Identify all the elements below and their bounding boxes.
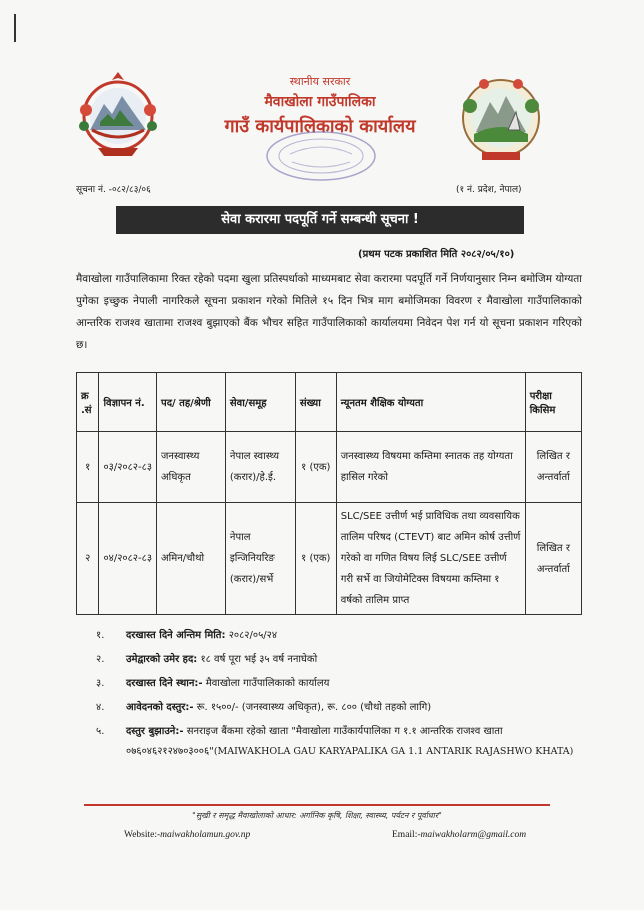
- col-header-count: संख्या: [295, 373, 336, 432]
- footer-email: [392, 830, 526, 840]
- cell-advert: ०३/२०८२-८३: [99, 432, 157, 503]
- list-item-value: १८ वर्ष पूरा भई ३५ वर्ष ननाघेको: [197, 654, 318, 665]
- list-item-label: उमेद्वारको उमेर हद:: [126, 654, 198, 665]
- notice-title-banner: सेवा करारमा पदपूर्ति गर्ने सम्बन्धी सूचना !: [116, 206, 524, 234]
- cell-sn: १: [77, 432, 99, 503]
- list-item: [96, 626, 586, 646]
- header-line-office: गाउँ कार्यपालिकाको कार्यालय: [224, 116, 416, 137]
- account-name-english: (MAIWAKHOLA GAU KARYAPALIKA GA 1.1 ANTARIK RAJASHWO KHATA): [213, 746, 574, 757]
- cell-count: १ (एक): [295, 432, 336, 503]
- list-item-value: मैवाखोला गाउँपालिकाको कार्यालय: [202, 678, 330, 689]
- list-item-number: ३.: [96, 678, 105, 689]
- cell-post: अमिन/चौथो: [157, 503, 226, 615]
- table-header-row: [77, 373, 582, 432]
- col-header-exam: परीक्षा किसिम: [525, 373, 581, 432]
- header-line-local-government: स्थानीय सरकार: [289, 75, 351, 88]
- footer-website: [124, 830, 250, 840]
- table-row: [77, 432, 582, 503]
- list-item-label: दरखास्त दिने अन्तिम मिति:: [126, 630, 226, 641]
- cell-sn: २: [77, 503, 99, 615]
- list-item-number: ५.: [96, 726, 105, 737]
- list-item: [96, 650, 586, 670]
- list-item-value: सनराइज बैंकमा रहेको खाता "मैवाखोला गाउँकार्यपालिका ग १.१ आन्तरिक राजश्व खाता ०७६०४६२१२४७०३००६": [126, 726, 503, 757]
- header-line-municipality: मैवाखोला गाउँपालिका: [264, 94, 376, 110]
- list-item-number: २.: [96, 654, 105, 665]
- col-header-qualification: न्यूनतम शैक्षिक योग्यता: [336, 373, 525, 432]
- cell-qualification: SLC/SEE उत्तीर्ण भई प्राविधिक तथा व्यवसायिक तालिम परिषद (CTEVT) बाट अमिन कोर्ष उत्तीर्ण गरेको वा गणित विषय लिई SLC/SEE उत्तीर्ण गरी सर्भे वा जियोमेटिक्स विषयमा कम्तिमा १ वर्षको तालिम प्राप्त: [336, 503, 525, 615]
- office-stamp-icon: [262, 128, 380, 184]
- list-item: [96, 674, 586, 694]
- cell-qualification: जनस्वास्थ्य विषयमा कम्तिमा स्नातक तह योग्यता हासिल गरेको: [336, 432, 525, 503]
- col-header-service: सेवा/समूह: [225, 373, 295, 432]
- margin-mark: [14, 14, 16, 42]
- website-link[interactable]: maiwakholamun.gov.np: [160, 830, 251, 840]
- cell-post: जनस्वास्थ्य अधिकृत: [157, 432, 226, 503]
- email-label: Email:-: [392, 830, 421, 840]
- province-label: (१ नं. प्रदेश, नेपाल): [456, 185, 522, 195]
- list-item: [96, 722, 586, 762]
- list-item-number: ४.: [96, 702, 105, 713]
- list-item-value: २०८२/०५/२४: [225, 630, 278, 641]
- col-header-post: पद/ तह/श्रेणी: [157, 373, 226, 432]
- list-item-number: १.: [96, 630, 105, 641]
- cell-service: नेपाल इन्जिनियरिङ (करार)/सर्भे: [225, 503, 295, 615]
- cell-service: नेपाल स्वास्थ्य (करार)/हे.ई.: [225, 432, 295, 503]
- cell-exam: लिखित र अन्तर्वार्ता: [525, 432, 581, 503]
- cell-advert: ०४/२०८२-८३: [99, 503, 157, 615]
- notice-number: सूचना नं. -०८२/८३/०६: [76, 185, 151, 195]
- list-item-label: दरखास्त दिने स्थान:-: [126, 678, 203, 689]
- col-header-sn: क्र .सं: [77, 373, 99, 432]
- footer-divider: [84, 804, 550, 806]
- table-row: [77, 503, 582, 615]
- footer-slogan: "सुखी र समृद्ध मैवाखोलाको आधार: अर्गानिक कृषि, शिक्षा, स्वास्थ्य, पर्यटन र पूर्वाधार": [192, 811, 442, 820]
- cell-exam: लिखित र अन्तर्वार्ता: [525, 503, 581, 615]
- nepal-emblem-icon: [70, 70, 166, 160]
- list-item-label: दस्तुर बुझाउने:-: [126, 726, 184, 737]
- vacancy-table: [76, 372, 582, 615]
- list-item-value: रू. १५००/- (जनस्वास्थ्य अधिकृत), रू. ८०० (चौथो तहको लागि): [193, 702, 432, 713]
- cell-count: १ (एक): [295, 503, 336, 615]
- list-item-label: आवेदनको दस्तुर:-: [126, 702, 194, 713]
- list-item: [96, 698, 586, 718]
- website-label: Website:-: [124, 830, 161, 840]
- col-header-advert: विज्ञापन नं.: [99, 373, 157, 432]
- email-link[interactable]: maiwakholarm@gmail.com: [420, 830, 527, 840]
- notice-body: मैवाखोला गाउँपालिकामा रिक्त रहेको पदमा खुला प्रतिस्पर्धाको माध्यमबाट सेवा करारमा पदपूर्ति गर्ने निर्णयानुसार निम्न बमोजिम योग्यता पुगेका इच्छुक नेपाली नागरिकले सूचना प्रकाशन गरेको मितिले १५ दिन भित्र माग बमोजिमका विवरण र मैवाखोला गाउँपालिकाको आन्तरिक राजश्व खातामा राजश्व बुझाएको बैंक भौचर सहित गाउँपालिकाको कार्यालयमा निवेदन पेश गर्न यो सूचना प्रकाशन गरिएको छ।: [76, 273, 582, 351]
- published-date: (प्रथम पटक प्रकाशित मिति २०८२/०५/१०): [358, 249, 515, 260]
- notice-conditions-list: [96, 626, 586, 766]
